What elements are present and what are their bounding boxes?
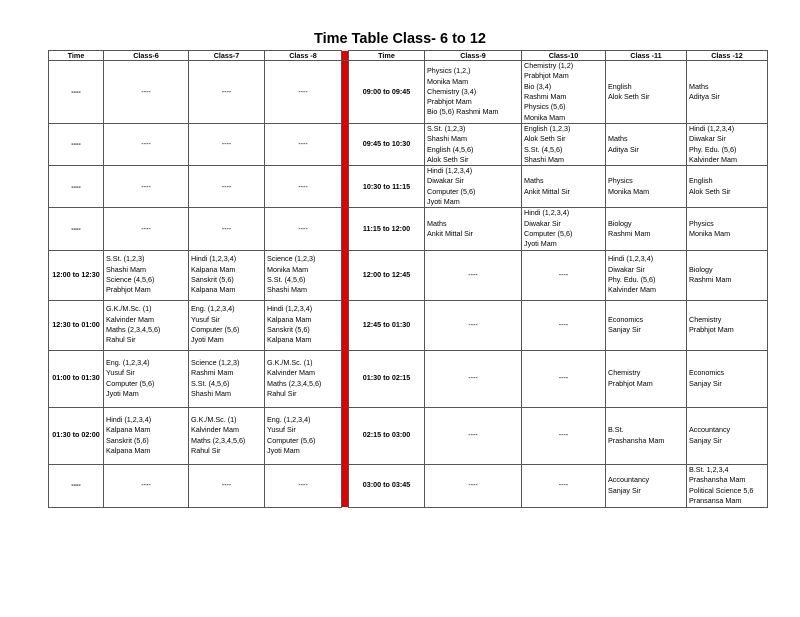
red-divider bbox=[342, 124, 349, 166]
slot-time-left: ---- bbox=[49, 464, 104, 507]
class-6-cell: ---- bbox=[104, 166, 189, 208]
slot-time-right: 09:00 to 09:45 bbox=[349, 61, 425, 124]
class-7-cell: ---- bbox=[189, 464, 265, 507]
class-7-cell: ---- bbox=[189, 124, 265, 166]
class-12-cell: Accountancy Sanjay Sir bbox=[687, 407, 768, 464]
class-10-cell: English (1,2,3) Alok Seth Sir S.St. (4,5,6) Shashi Mam bbox=[522, 124, 606, 166]
class-10-cell: Hindi (1,2,3,4) Diwakar Sir Computer (5,6) Jyoti Mam bbox=[522, 208, 606, 250]
red-divider bbox=[342, 208, 349, 250]
class-10-cell: Maths Ankit Mittal Sir bbox=[522, 166, 606, 208]
header-class-6: Class-6 bbox=[104, 51, 189, 61]
class-7-cell: Hindi (1,2,3,4) Kalpana Mam Sanskrit (5,6) Kalpana Mam bbox=[189, 250, 265, 300]
header-row bbox=[49, 51, 768, 61]
class-11-cell: B.St. Prashansha Mam bbox=[606, 407, 687, 464]
class-12-cell: Hindi (1,2,3,4) Diwakar Sir Phy. Edu. (5,6) Kalvinder Mam bbox=[687, 124, 768, 166]
header-class-12: Class -12 bbox=[687, 51, 768, 61]
red-divider bbox=[342, 51, 349, 61]
class-8-cell: G.K./M.Sc. (1) Kalvinder Mam Maths (2,3,4,5,6) Rahul Sir bbox=[265, 350, 342, 407]
table-row bbox=[49, 124, 768, 166]
slot-time-right: 11:15 to 12:00 bbox=[349, 208, 425, 250]
class-6-cell: ---- bbox=[104, 124, 189, 166]
class-9-cell: ---- bbox=[425, 250, 522, 300]
slot-time-right: 02:15 to 03:00 bbox=[349, 407, 425, 464]
class-12-cell: English Alok Seth Sir bbox=[687, 166, 768, 208]
class-8-cell: Eng. (1,2,3,4) Yusuf Sir Computer (5,6) Jyoti Mam bbox=[265, 407, 342, 464]
table-row bbox=[49, 61, 768, 124]
header-time-left: Time bbox=[49, 51, 104, 61]
header-class-10: Class-10 bbox=[522, 51, 606, 61]
class-6-cell: Hindi (1,2,3,4) Kalpana Mam Sanskrit (5,6) Kalpana Mam bbox=[104, 407, 189, 464]
class-12-cell: Economics Sanjay Sir bbox=[687, 350, 768, 407]
class-8-cell: Hindi (1,2,3,4) Kalpana Mam Sanskrit (5,6) Kalpana Mam bbox=[265, 300, 342, 350]
class-7-cell: G.K./M.Sc. (1) Kalvinder Mam Maths (2,3,4,5,6) Rahul Sir bbox=[189, 407, 265, 464]
class-10-cell: ---- bbox=[522, 350, 606, 407]
slot-time-right: 12:00 to 12:45 bbox=[349, 250, 425, 300]
header-class-7: Class-7 bbox=[189, 51, 265, 61]
slot-time-left: ---- bbox=[49, 166, 104, 208]
class-10-cell: ---- bbox=[522, 407, 606, 464]
class-10-cell: ---- bbox=[522, 300, 606, 350]
slot-time-left: ---- bbox=[49, 61, 104, 124]
class-8-cell: ---- bbox=[265, 124, 342, 166]
class-7-cell: ---- bbox=[189, 166, 265, 208]
class-9-cell: Maths Ankit Mittal Sir bbox=[425, 208, 522, 250]
class-8-cell: Science (1,2,3) Monika Mam S.St. (4,5,6) Shashi Mam bbox=[265, 250, 342, 300]
class-8-cell: ---- bbox=[265, 61, 342, 124]
red-divider bbox=[342, 250, 349, 300]
red-divider bbox=[342, 166, 349, 208]
class-8-cell: ---- bbox=[265, 208, 342, 250]
class-11-cell: Accountancy Sanjay Sir bbox=[606, 464, 687, 507]
slot-time-right: 01:30 to 02:15 bbox=[349, 350, 425, 407]
class-9-cell: S.St. (1,2,3) Shashi Mam English (4,5,6) Alok Seth Sir bbox=[425, 124, 522, 166]
table-row bbox=[49, 166, 768, 208]
class-11-cell: Maths Aditya Sir bbox=[606, 124, 687, 166]
header-time-right: Time bbox=[349, 51, 425, 61]
class-7-cell: ---- bbox=[189, 61, 265, 124]
class-8-cell: ---- bbox=[265, 464, 342, 507]
class-12-cell: B.St. 1,2,3,4 Prashansha Mam Political Science 5,6 Pransansa Mam bbox=[687, 464, 768, 507]
class-10-cell: ---- bbox=[522, 464, 606, 507]
header-class-11: Class -11 bbox=[606, 51, 687, 61]
class-6-cell: S.St. (1,2,3) Shashi Mam Science (4,5,6) Prabhjot Mam bbox=[104, 250, 189, 300]
class-9-cell: Physics (1,2,) Monika Mam Chemistry (3,4) Prabhjot Mam Bio (5,6) Rashmi Mam bbox=[425, 61, 522, 124]
class-6-cell: ---- bbox=[104, 464, 189, 507]
slot-time-right: 09:45 to 10:30 bbox=[349, 124, 425, 166]
class-12-cell: Chemistry Prabhjot Mam bbox=[687, 300, 768, 350]
class-11-cell: Physics Monika Mam bbox=[606, 166, 687, 208]
class-9-cell: ---- bbox=[425, 300, 522, 350]
class-6-cell: Eng. (1,2,3,4) Yusuf Sir Computer (5,6) Jyoti Mam bbox=[104, 350, 189, 407]
slot-time-left: 01:30 to 02:00 bbox=[49, 407, 104, 464]
timetable bbox=[48, 50, 768, 508]
class-9-cell: Hindi (1,2,3,4) Diwakar Sir Computer (5,6) Jyoti Mam bbox=[425, 166, 522, 208]
class-11-cell: Chemistry Prabhjot Mam bbox=[606, 350, 687, 407]
slot-time-right: 03:00 to 03:45 bbox=[349, 464, 425, 507]
class-9-cell: ---- bbox=[425, 407, 522, 464]
class-11-cell: English Alok Seth Sir bbox=[606, 61, 687, 124]
slot-time-left: 01:00 to 01:30 bbox=[49, 350, 104, 407]
class-6-cell: ---- bbox=[104, 61, 189, 124]
red-divider bbox=[342, 350, 349, 407]
class-11-cell: Economics Sanjay Sir bbox=[606, 300, 687, 350]
page-title: Time Table Class- 6 to 12 bbox=[314, 31, 486, 47]
class-6-cell: ---- bbox=[104, 208, 189, 250]
table-row bbox=[49, 208, 768, 250]
table-row bbox=[49, 464, 768, 507]
table-row bbox=[49, 250, 768, 300]
slot-time-left: 12:00 to 12:30 bbox=[49, 250, 104, 300]
red-divider bbox=[342, 407, 349, 464]
red-divider bbox=[342, 464, 349, 507]
class-10-cell: ---- bbox=[522, 250, 606, 300]
class-9-cell: ---- bbox=[425, 464, 522, 507]
table-row bbox=[49, 300, 768, 350]
red-divider bbox=[342, 300, 349, 350]
slot-time-left: ---- bbox=[49, 124, 104, 166]
class-12-cell: Maths Aditya Sir bbox=[687, 61, 768, 124]
class-11-cell: Biology Rashmi Mam bbox=[606, 208, 687, 250]
class-11-cell: Hindi (1,2,3,4) Diwakar Sir Phy. Edu. (5,6) Kalvinder Mam bbox=[606, 250, 687, 300]
header-class-8: Class -8 bbox=[265, 51, 342, 61]
class-10-cell: Chemistry (1,2) Prabhjot Mam Bio (3,4) Rashmi Mam Physics (5,6) Monika Mam bbox=[522, 61, 606, 124]
red-divider bbox=[342, 61, 349, 124]
slot-time-right: 12:45 to 01:30 bbox=[349, 300, 425, 350]
class-6-cell: G.K./M.Sc. (1) Kalvinder Mam Maths (2,3,4,5,6) Rahul Sir bbox=[104, 300, 189, 350]
slot-time-right: 10:30 to 11:15 bbox=[349, 166, 425, 208]
table-row bbox=[49, 350, 768, 407]
header-class-9: Class-9 bbox=[425, 51, 522, 61]
class-8-cell: ---- bbox=[265, 166, 342, 208]
class-12-cell: Physics Monika Mam bbox=[687, 208, 768, 250]
class-7-cell: Science (1,2,3) Rashmi Mam S.St. (4,5,6) Shashi Mam bbox=[189, 350, 265, 407]
table-row bbox=[49, 407, 768, 464]
slot-time-left: 12:30 to 01:00 bbox=[49, 300, 104, 350]
class-7-cell: Eng. (1,2,3,4) Yusuf Sir Computer (5,6) Jyoti Mam bbox=[189, 300, 265, 350]
slot-time-left: ---- bbox=[49, 208, 104, 250]
class-9-cell: ---- bbox=[425, 350, 522, 407]
class-12-cell: Biology Rashmi Mam bbox=[687, 250, 768, 300]
class-7-cell: ---- bbox=[189, 208, 265, 250]
